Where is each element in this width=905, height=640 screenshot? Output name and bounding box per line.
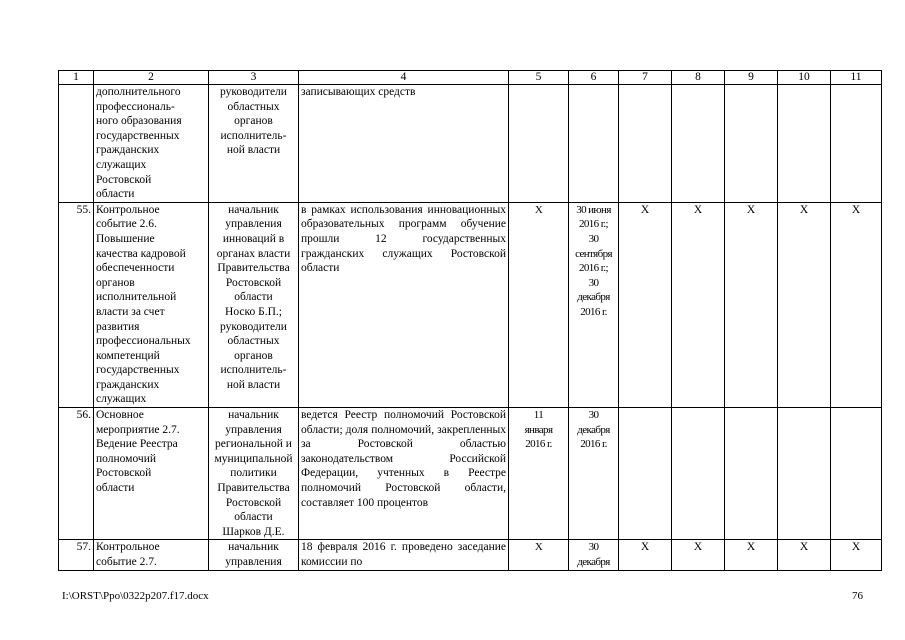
end-date [569,85,619,203]
start-date [509,540,569,571]
header-cell: 7 [619,71,672,85]
header-cell: 4 [299,71,509,85]
header-cell: 3 [209,71,299,85]
col8-cell [672,85,725,203]
responsible [209,540,299,571]
responsible-text: начальник управления региональной и муниципальной политики Правительства Ростовской области Шарков Д.Е. [214,409,293,538]
col7-cell: X [619,540,672,571]
col9-cell [725,85,778,203]
col8-cell: X [672,202,725,407]
col10-cell [778,408,831,540]
header-cell: 11 [831,71,882,85]
col9-cell: X [725,540,778,571]
col10-cell: X [778,202,831,407]
table-row [59,85,882,203]
table-row [59,408,882,540]
responsible-text: начальник управления [225,541,282,568]
event-name [94,202,209,407]
header-cell: 9 [725,71,778,85]
result: записывающих средств [299,85,509,203]
end-date-text: 30 декабря [577,541,610,568]
header-cell: 5 [509,71,569,85]
col7-cell [619,408,672,540]
page-number: 76 [852,590,863,602]
start-date-text: 11 января 2016 г. [524,409,553,451]
start-date [509,85,569,203]
event-name-text: дополнительного профессиональ- ного образования государственных гражданских служащих Ростовской области [96,86,182,201]
col8-cell: X [672,540,725,571]
col11-cell [831,408,882,540]
start-date-text: X [534,541,543,554]
result: в рамках использования инновационных образовательных программ обучение прошли 12 государственных гражданских служащих Ростовской области [299,202,509,407]
event-name-text: Контрольное событие 2.6. Повышение качества кадровой обеспеченности органов исполнительной власти за счет развития профессиональных компетенций государственных гражданских служащих [96,203,191,406]
col11-cell: X [831,540,882,571]
event-name-text: Контрольное событие 2.7. [96,541,160,568]
col10-cell [778,85,831,203]
end-date [569,408,619,540]
row-number: 56. [59,408,94,540]
responsible [209,202,299,407]
plan-table [58,70,882,571]
header-cell: 6 [569,71,619,85]
col8-cell [672,408,725,540]
col9-cell: X [725,202,778,407]
responsible [209,85,299,203]
file-path-footer: I:\ORST\Ppo\0322p207.f17.docx [62,590,209,602]
col7-cell: X [619,202,672,407]
end-date-text: 30 декабря 2016 г. [577,409,610,451]
start-date-text: X [534,203,543,216]
header-cell: 1 [59,71,94,85]
header-cell: 2 [94,71,209,85]
result: 18 февраля 2016 г. проведено заседание комиссии по [299,540,509,571]
event-name [94,408,209,540]
table-row [59,540,882,571]
start-date [509,408,569,540]
col11-cell [831,85,882,203]
responsible [209,408,299,540]
row-number: 57. [59,540,94,571]
col10-cell: X [778,540,831,571]
start-date [509,202,569,407]
header-cell: 10 [778,71,831,85]
header-cell: 8 [672,71,725,85]
result: ведется Реестр полномочий Ростовской области; доля полномочий, закрепленных за Ростовской областью законодательством Российской Федерации, учтенных в Реестре полномочий Ростовской области, составляет 100 процентов [299,408,509,540]
row-number: 55. [59,202,94,407]
end-date-text: 30 июня 2016 г.; 30 сентября 2016 г.; 30 декабря 2016 г. [575,203,612,318]
event-name [94,540,209,571]
col9-cell [725,408,778,540]
responsible-text: руководители областных органов исполнитель- ной власти [220,86,287,157]
event-name [94,85,209,203]
row-number [59,85,94,203]
end-date [569,202,619,407]
event-name-text: Основное мероприятие 2.7. Ведение Реестра полномочий Ростовской области [96,409,180,495]
responsible-text: начальник управления инноваций в органах власти Правительства Ростовской области Носко Б.П.; руководители областных органов исполнитель- ной власти [216,203,291,391]
col11-cell: X [831,202,882,407]
table-row [59,202,882,407]
col7-cell [619,85,672,203]
header-row [59,71,882,85]
end-date [569,540,619,571]
